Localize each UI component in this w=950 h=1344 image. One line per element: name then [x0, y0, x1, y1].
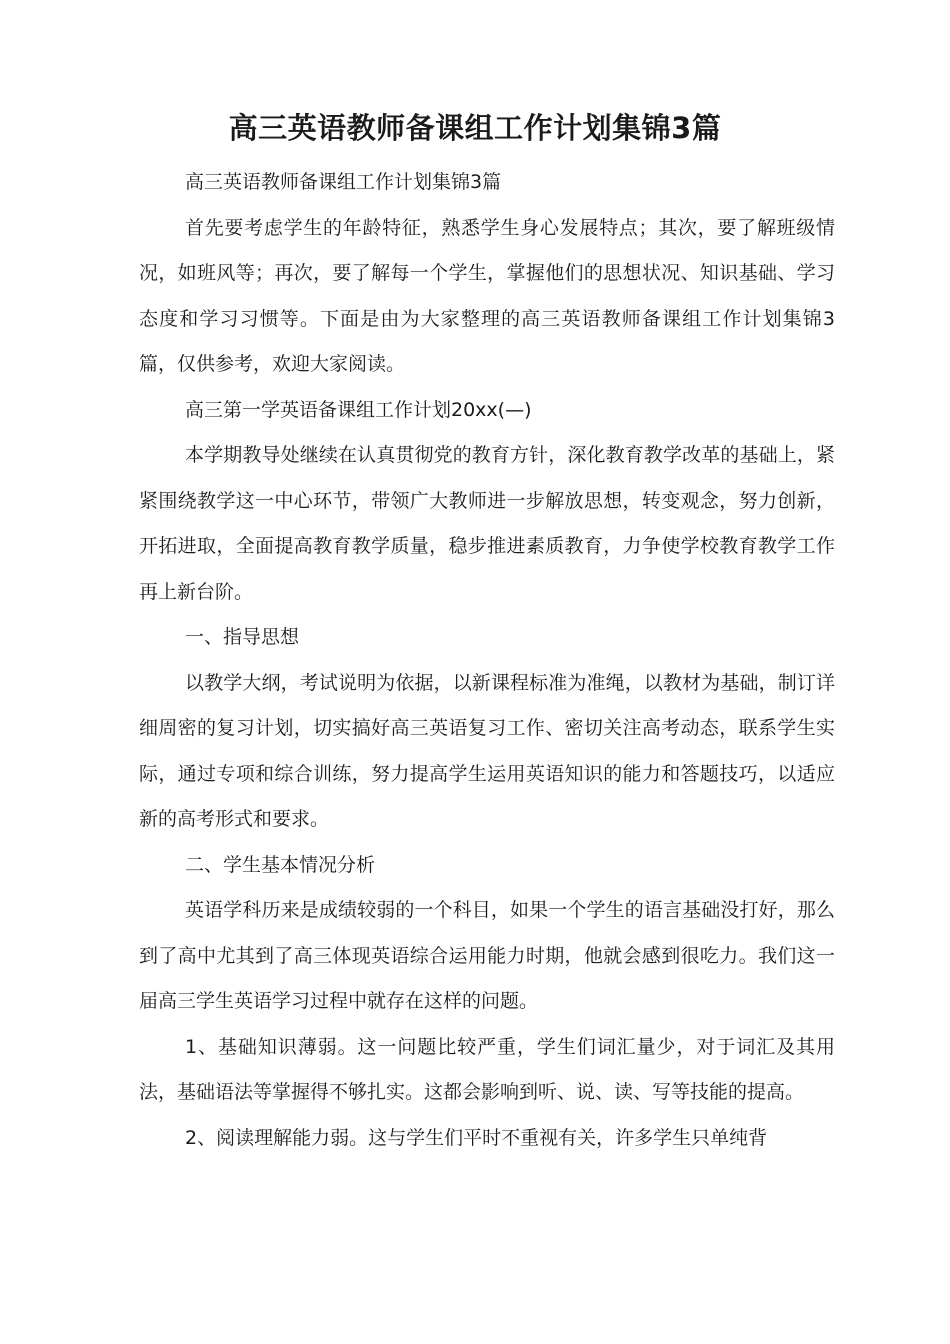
intro-paragraph: 首先要考虑学生的年龄特征，熟悉学生身心发展特点；其次，要了解班级情况，如班风等；再次，要了解每一个学生，掌握他们的思想状况、知识基础、学习态度和学习习惯等。下面是由为大家整理的高三英语教师备课组工作计划集锦3篇，仅供参考，欢迎大家阅读。 — [139, 216, 835, 375]
document-title: 高三英语教师备课组工作计划集锦3篇 — [228, 111, 722, 145]
list-item-2: 2、阅读理解能力弱。这与学生们平时不重视有关，许多学生只单纯背 — [185, 1126, 768, 1149]
body-paragraph: 以教学大纲，考试说明为依据，以新课程标准为准绳，以教材为基础，制订详细周密的复习计划，切实搞好高三英语复习工作、密切关注高考动态，联系学生实际，通过专项和综合训练，努力提高学生运用英语知识的能力和答题技巧，以适应新的高考形式和要求。 — [139, 671, 835, 830]
plan-heading: 高三第一学英语备课组工作计划20xx(—) — [185, 398, 532, 421]
document-body — [139, 160, 835, 1161]
body-paragraph: 英语学科历来是成绩较弱的一个科目，如果一个学生的语言基础没打好，那么到了高中尤其到了高三体现英语综合运用能力时期，他就会感到很吃力。我们这一届高三学生英语学习过程中就存在这样的问题。 — [139, 899, 835, 1012]
subtitle-paragraph: 高三英语教师备课组工作计划集锦3篇 — [185, 171, 502, 193]
section-heading-guiding-thought: 一、指导思想 — [185, 626, 300, 648]
list-item-1: 1、基础知识薄弱。这一问题比较严重，学生们词汇量少，对于词汇及其用法，基础语法等掌握得不够扎实。这都会影响到听、说、读、写等技能的提高。 — [139, 1035, 835, 1103]
section-heading-student-analysis: 二、学生基本情况分析 — [185, 853, 376, 876]
body-paragraph: 本学期教导处继续在认真贯彻党的教育方针，深化教育教学改革的基础上，紧紧围绕教学这一中心环节，带领广大教师进一步解放思想，转变观念，努力创新，开拓进取，全面提高教育教学质量，稳步推进素质教育，力争使学校教育教学工作再上新台阶。 — [139, 444, 835, 603]
